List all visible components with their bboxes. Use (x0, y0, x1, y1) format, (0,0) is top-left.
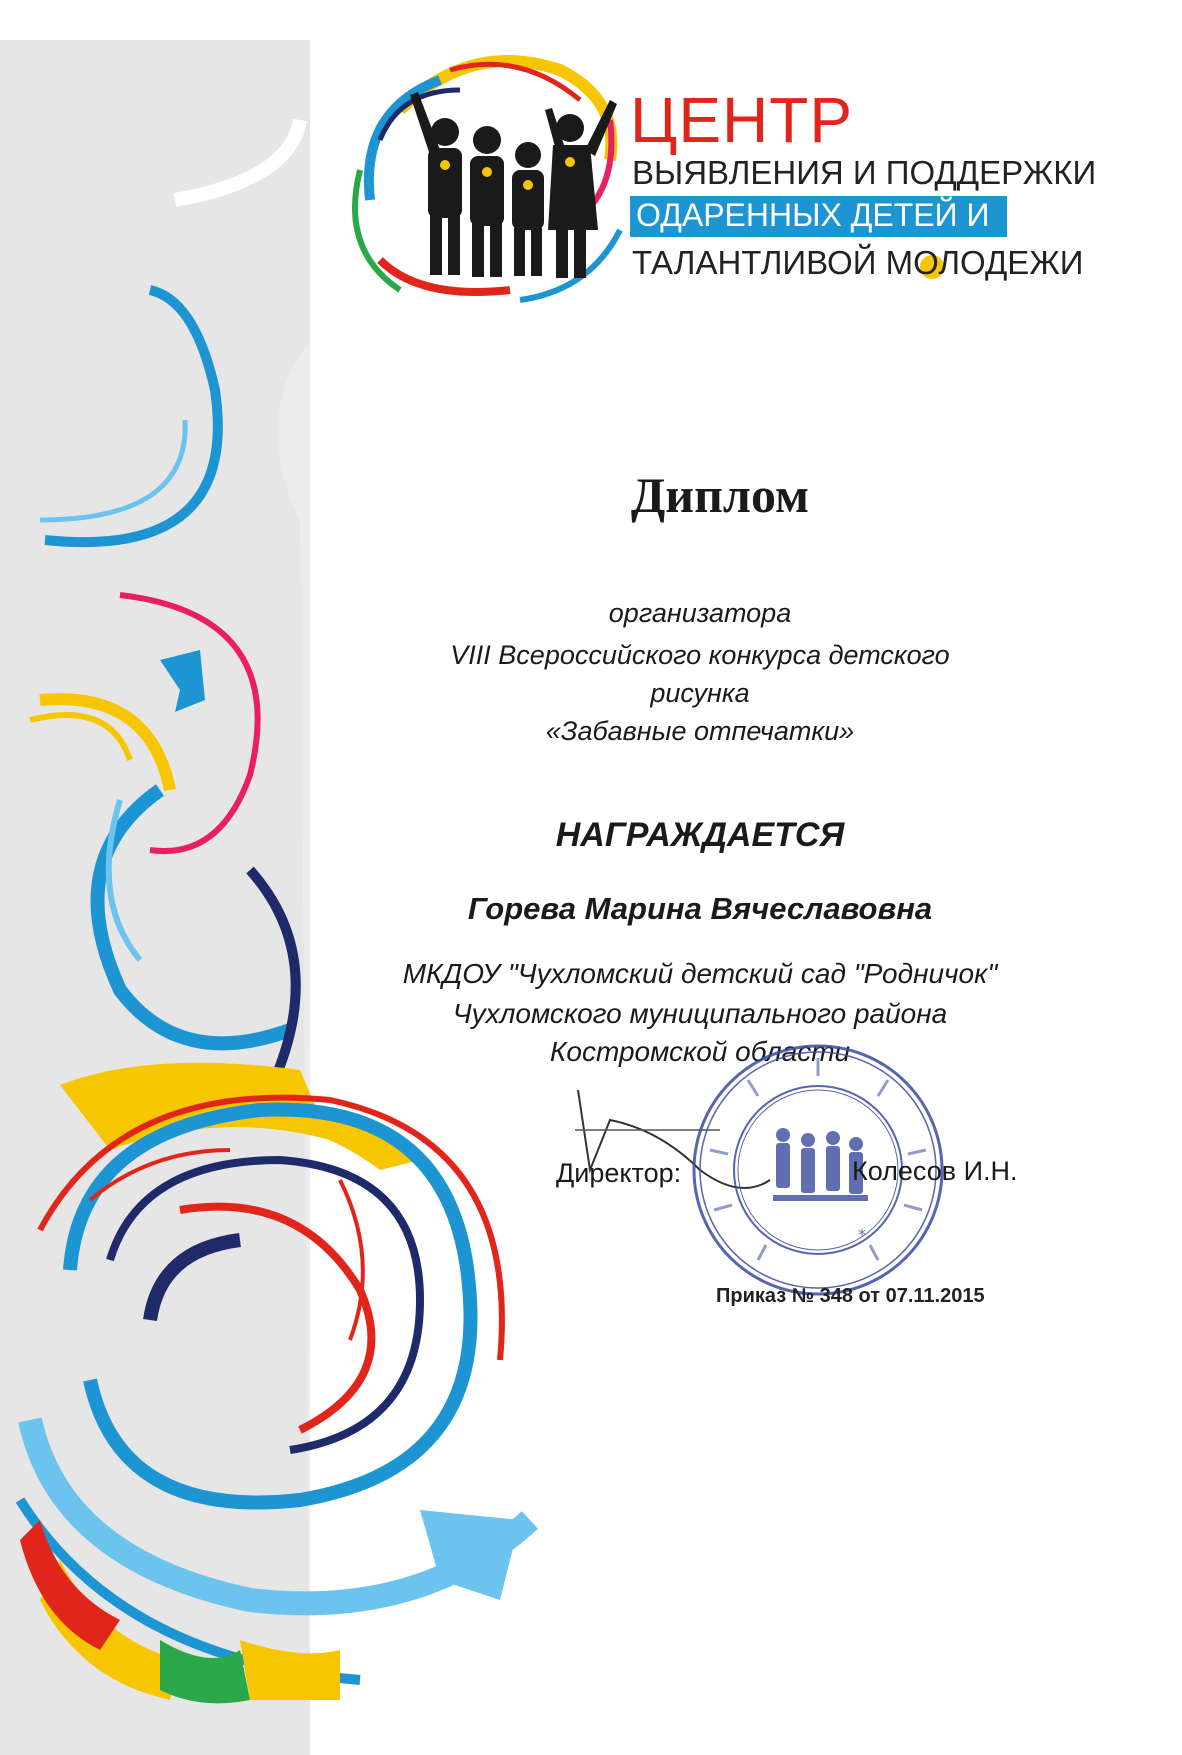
children-silhouettes-icon (410, 92, 617, 278)
logo-title: ЦЕНТР (630, 84, 854, 156)
organization-line: Костромской области (549, 1036, 851, 1067)
subtitle-line: организатора (608, 598, 792, 628)
order-reference: Приказ № 348 от 07.11.2015 (716, 1285, 985, 1307)
logo-subtitle-2: ОДАРЕННЫХ ДЕТЕЙ И (630, 196, 1007, 237)
subtitle-line: «Забавные отпечатки» (545, 716, 855, 746)
subtitle-line: рисунка (650, 678, 750, 708)
recipient-name: Горева Марина Вячеславовна (467, 891, 933, 926)
logo-subtitle-3: ТАЛАНТЛИВОЙ МОЛОДЕЖИ (632, 244, 1084, 281)
logo-subtitle-1: ВЫЯВЛЕНИЯ И ПОДДЕРЖКИ (632, 154, 1097, 191)
organization-line: МКДОУ "Чухломский детский сад "Родничок" (402, 958, 998, 989)
document-title: Диплом (630, 467, 810, 523)
signature-role: Директор: (556, 1158, 682, 1188)
awarded-heading: НАГРАЖДАЕТСЯ (555, 816, 845, 854)
svg-text:*: * (858, 1225, 866, 1244)
organization-line: Чухломского муниципального района (452, 998, 948, 1029)
signature-name: Колесов И.Н. (852, 1156, 1018, 1186)
subtitle-line: VIII Всероссийского конкурса детского (450, 640, 950, 670)
